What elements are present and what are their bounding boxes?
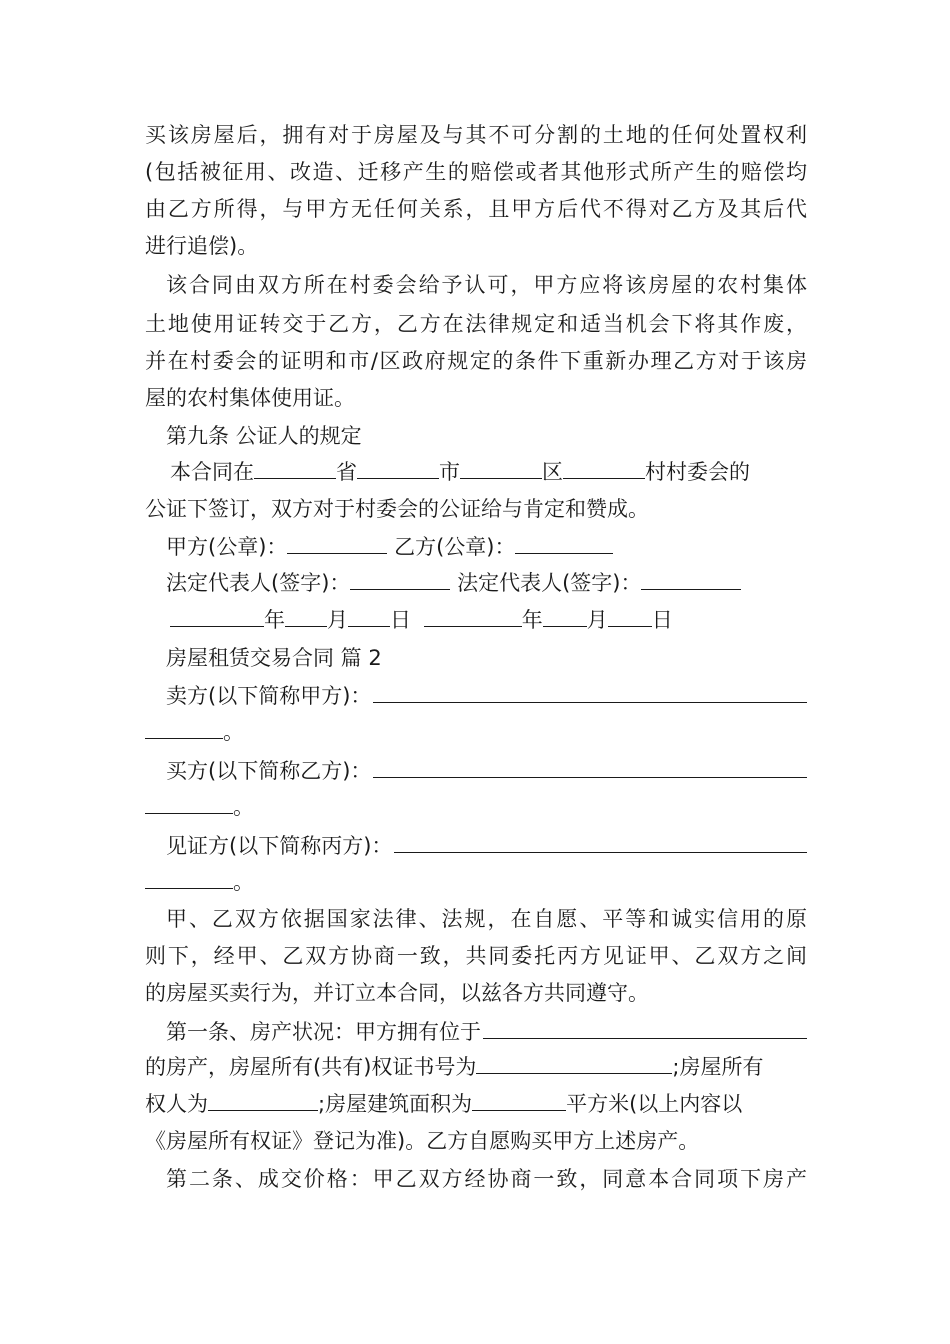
party-b-seal-blank[interactable] xyxy=(515,533,613,554)
day-text: 日 xyxy=(651,608,673,632)
paragraph-line: (包括被征用、改造、迁移产生的赔偿或者其他形式所产生的赔偿均 xyxy=(145,160,807,184)
witness-blank[interactable] xyxy=(394,830,807,853)
rep-b-signature-blank[interactable] xyxy=(641,569,741,590)
month-blank[interactable] xyxy=(543,606,587,627)
property-location-blank[interactable] xyxy=(483,1016,807,1039)
representative-line xyxy=(166,569,807,599)
witness-label: 见证方(以下简称丙方)： xyxy=(166,834,393,858)
article-text: ;房屋所有 xyxy=(672,1055,764,1079)
district-blank[interactable] xyxy=(460,458,542,479)
witness-line-cont xyxy=(145,868,807,898)
paragraph-line: 的房屋买卖行为，并订立本合同，以兹各方共同遵守。 xyxy=(145,981,649,1005)
rep-b-label: 法定代表人(签字)： xyxy=(457,571,642,595)
buyer-blank-cont[interactable] xyxy=(145,793,233,814)
article-heading: 第九条 公证人的规定 xyxy=(166,424,362,448)
year-blank[interactable] xyxy=(424,606,522,627)
buyer-label: 买方(以下简称乙方)： xyxy=(166,759,372,783)
witness-line xyxy=(166,830,807,860)
day-blank[interactable] xyxy=(608,606,652,627)
rep-a-signature-blank[interactable] xyxy=(350,569,450,590)
property-location-line xyxy=(166,1016,807,1046)
certificate-line xyxy=(145,1053,807,1083)
paragraph-line: 由乙方所得，与甲方无任何关系，且甲方后代不得对乙方及其后代 xyxy=(145,197,807,221)
notary-text: 本合同在 xyxy=(170,460,254,484)
owner-blank[interactable] xyxy=(208,1090,318,1111)
day-text: 日 xyxy=(390,608,411,632)
paragraph-line: 甲、乙双方依据国家法律、法规，在自愿、平等和诚实信用的原 xyxy=(166,907,807,931)
period: 。 xyxy=(223,720,244,744)
period: 。 xyxy=(233,795,254,819)
month-text: 月 xyxy=(586,608,608,632)
paragraph-line: 土地使用证转交于乙方，乙方在法律规定和适当机会下将其作废， xyxy=(145,312,807,336)
paragraph-line: 第二条、成交价格：甲乙双方经协商一致，同意本合同项下房产 xyxy=(166,1167,807,1191)
seller-line xyxy=(166,680,807,710)
article-text: 的房产，房屋所有(共有)权证书号为 xyxy=(145,1055,477,1079)
party-a-seal-blank[interactable] xyxy=(287,533,387,554)
year-text: 年 xyxy=(264,608,285,632)
notary-text: 村村委会的 xyxy=(645,460,750,484)
certificate-number-blank[interactable] xyxy=(476,1053,672,1074)
buyer-line xyxy=(166,755,807,785)
witness-blank-cont[interactable] xyxy=(145,868,233,889)
seal-line xyxy=(166,533,807,563)
notary-text: 省 xyxy=(336,460,357,484)
notary-location-line xyxy=(170,458,807,488)
owner-area-line xyxy=(145,1090,807,1120)
article-text: 第一条、房产状况：甲方拥有位于 xyxy=(166,1020,481,1044)
paragraph-line: 公证下签订，双方对于村委会的公证给与肯定和赞成。 xyxy=(145,497,649,521)
article-text: 权人为 xyxy=(145,1092,208,1116)
city-blank[interactable] xyxy=(357,458,439,479)
article-text: ;房屋建筑面积为 xyxy=(318,1092,473,1116)
party-b-seal-label: 乙方(公章)： xyxy=(394,535,516,559)
day-blank[interactable] xyxy=(348,606,390,627)
month-text: 月 xyxy=(327,608,348,632)
buyer-line-cont xyxy=(145,793,807,823)
year-text: 年 xyxy=(521,608,543,632)
seller-line-cont xyxy=(145,718,807,748)
date-line xyxy=(170,606,807,636)
paragraph-line: 《房屋所有权证》登记为准)。乙方自愿购买甲方上述房产。 xyxy=(145,1129,700,1153)
section-title: 房屋租赁交易合同 篇 2 xyxy=(166,646,382,670)
period: 。 xyxy=(233,870,254,894)
notary-text: 区 xyxy=(542,460,563,484)
province-blank[interactable] xyxy=(254,458,336,479)
buyer-blank[interactable] xyxy=(373,755,807,778)
year-blank[interactable] xyxy=(170,606,264,627)
area-blank[interactable] xyxy=(472,1090,566,1111)
village-blank[interactable] xyxy=(563,458,645,479)
party-a-seal-label: 甲方(公章)： xyxy=(166,535,288,559)
notary-text: 市 xyxy=(439,460,460,484)
rep-a-label: 法定代表人(签字)： xyxy=(166,571,351,595)
paragraph-line: 并在村委会的证明和市/区政府规定的条件下重新办理乙方对于该房 xyxy=(145,349,807,373)
paragraph-line: 该合同由双方所在村委会给予认可，甲方应将该房屋的农村集体 xyxy=(166,273,807,297)
month-blank[interactable] xyxy=(285,606,327,627)
paragraph-line: 屋的农村集体使用证。 xyxy=(145,386,355,410)
seller-blank[interactable] xyxy=(373,680,807,703)
seller-blank-cont[interactable] xyxy=(145,718,223,739)
article-text: 平方米(以上内容以 xyxy=(566,1092,743,1116)
seller-label: 卖方(以下简称甲方)： xyxy=(166,684,372,708)
paragraph-line: 则下，经甲、乙双方协商一致，共同委托丙方见证甲、乙双方之间 xyxy=(145,944,807,968)
paragraph-line: 买该房屋后，拥有对于房屋及与其不可分割的土地的任何处置权利 xyxy=(145,123,807,147)
paragraph-line: 进行追偿)。 xyxy=(145,234,259,258)
